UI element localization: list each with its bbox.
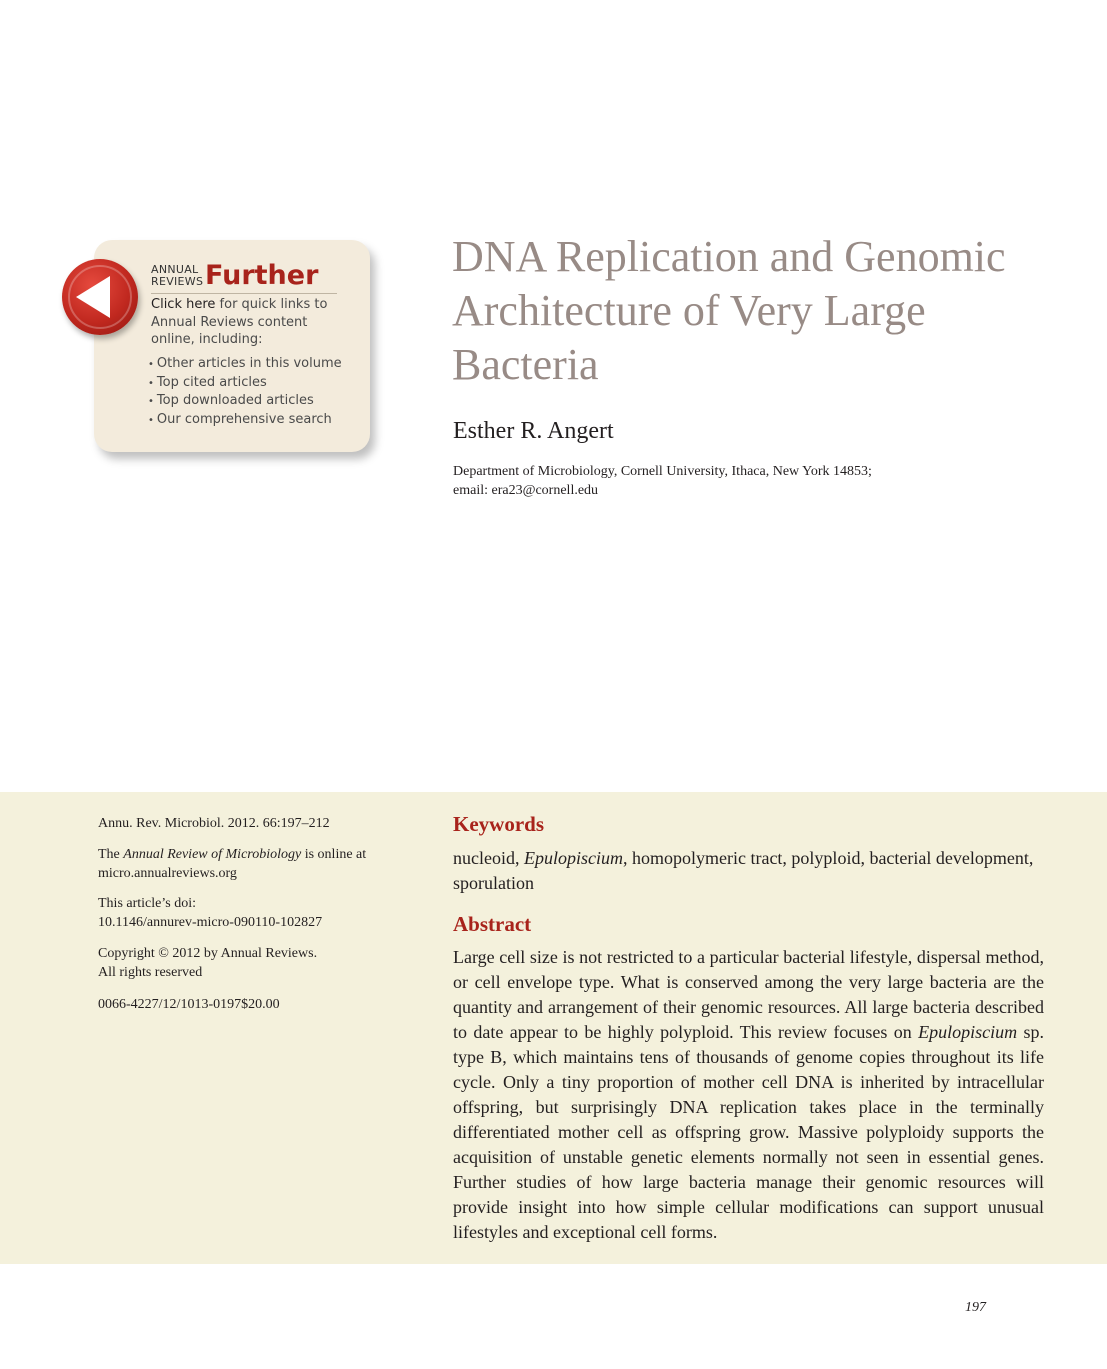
further-link-top-downloaded[interactable]: • Top downloaded articles (148, 392, 342, 411)
further-description-text: for quick links to Annual Reviews content online, including: (151, 297, 328, 347)
article-author: Esther R. Angert (453, 418, 614, 444)
citation: Annu. Rev. Microbiol. 2012. 66:197–212 (98, 816, 330, 831)
further-description (151, 296, 351, 349)
further-divider (151, 293, 337, 294)
keywords-list (453, 846, 1053, 896)
keywords-part: , homopolymeric tract, polyploid, bacterial development, sporulation (453, 848, 1034, 893)
abstract-part: Large cell size is not restricted to a particular bacterial lifestyle, dispersal method, or cell envelope type. What is conserved among the very large bacteria are the quantity and arrangement of their genomic resources. All large bacteria described to date appear to be highly polyploid. This review focuses on (453, 947, 1044, 1042)
further-arrow-icon[interactable] (62, 259, 138, 335)
article-title: DNA Replication and Genomic Architecture of Very Large Bacteria (452, 232, 1006, 389)
abstract-part: sp. type B, which maintains tens of thousands of genome copies throughout its life cycle. Only a tiny proportion of mother cell DNA is inherited by intracellular offspring, but surprisingly DNA replication takes place in the terminally differentiated mother cell as offspring grow. Massive polyploidy supports the acquisition of unstable genetic elements normally not seen in essential genes. Further studies of how large bacteria manage their genomic resources will provide insight into how simple cellular modifications can support unusual lifestyles and exceptional cell forms. (453, 1022, 1044, 1242)
further-links-list (148, 355, 342, 429)
online-prefix: The (98, 847, 124, 862)
further-link-top-cited[interactable]: • Top cited articles (148, 374, 342, 393)
annual-reviews-further-logo (151, 260, 351, 292)
online-suffix: is online at (301, 847, 367, 862)
click-here-link[interactable]: Click here (151, 297, 216, 312)
keywords-heading: Keywords (453, 812, 544, 836)
logo-annual: ANNUAL (151, 263, 199, 276)
copyright-block (98, 944, 398, 982)
rights: All rights reserved (98, 965, 203, 980)
online-note (98, 845, 398, 883)
abstract-heading: Abstract (453, 912, 532, 936)
online-url[interactable]: micro.annualreviews.org (98, 866, 237, 881)
doi-value[interactable]: 10.1146/annurev-micro-090110-102827 (98, 915, 323, 930)
journal-name: Annual Review of Microbiology (123, 847, 302, 862)
keywords-italic: Epulopiscium (523, 848, 623, 868)
copyright: Copyright © 2012 by Annual Reviews. (98, 946, 318, 961)
doi-block (98, 894, 398, 932)
logo-reviews: REVIEWS (151, 275, 204, 288)
logo-further: Further (205, 260, 319, 291)
page-number: 197 (965, 1300, 986, 1315)
affiliation-line: Department of Microbiology, Cornell University, Ithaca, New York 14853; (453, 464, 872, 479)
abstract-italic: Epulopiscium (918, 1022, 1018, 1042)
issn: 0066-4227/12/1013-0197$20.00 (98, 997, 280, 1012)
further-link-search[interactable]: • Our comprehensive search (148, 411, 342, 430)
abstract-text (453, 945, 1044, 1245)
doi-label: This article’s doi: (98, 896, 196, 911)
author-affiliation (453, 462, 1013, 500)
author-email: email: era23@cornell.edu (453, 483, 599, 498)
keywords-part: nucleoid, (453, 848, 524, 868)
further-link-other-articles[interactable]: • Other articles in this volume (148, 355, 342, 374)
